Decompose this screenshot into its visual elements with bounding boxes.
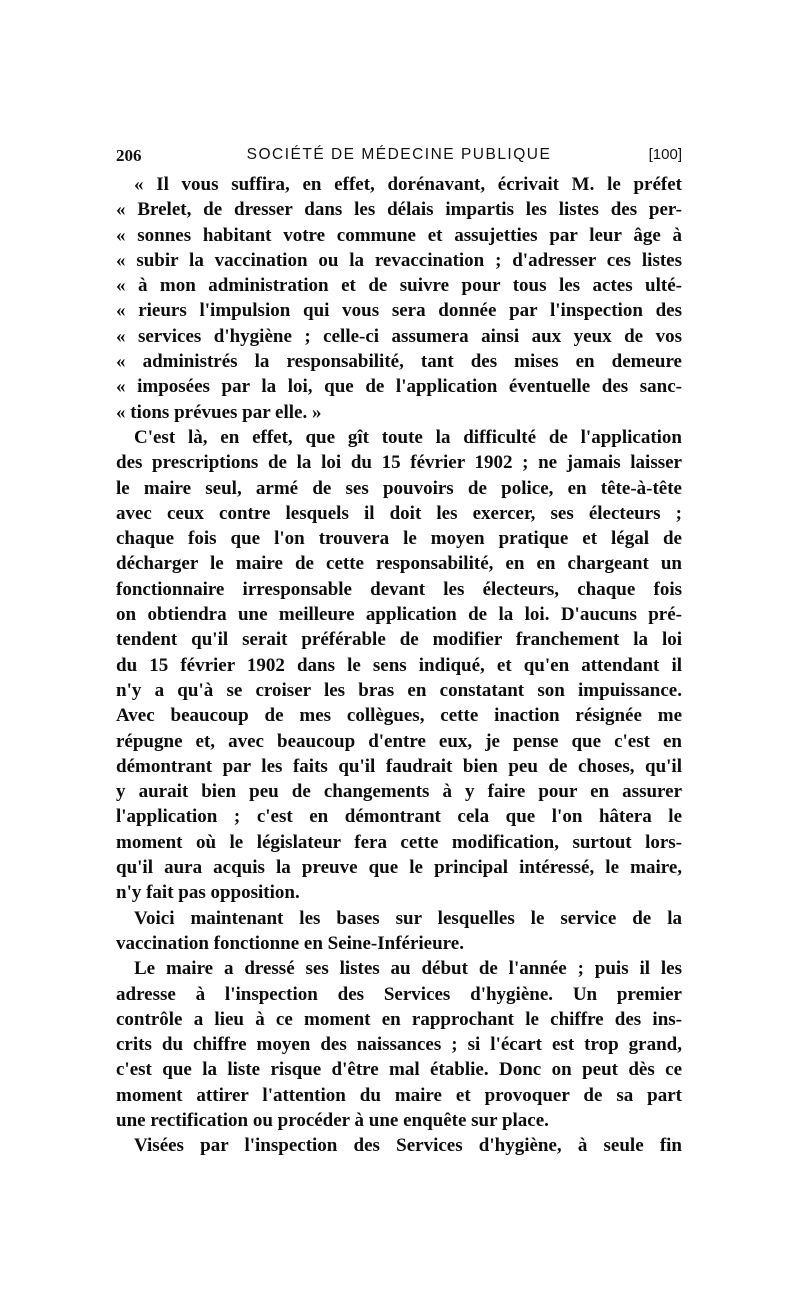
text-line: « services d'hygiène ; celle-ci assumera ainsi aux yeux de vos: [116, 325, 682, 347]
text-line: vaccination fonctionne en Seine-Inférieure.: [116, 932, 464, 954]
text-line: « tions prévues par elle. »: [116, 401, 322, 423]
text-line: fonctionnaire irresponsable devant les électeurs, chaque fois: [116, 578, 682, 600]
text-line: le maire seul, armé de ses pouvoirs de police, en tête-à-tête: [116, 477, 682, 499]
text-line: qu'il aura acquis la preuve que le principal intéressé, le maire,: [116, 857, 682, 879]
body-text: [116, 172, 682, 1159]
text-line: moment attirer l'attention du maire et provoquer de sa part: [116, 1084, 682, 1106]
text-line: c'est que la liste risque d'être mal établie. Donc on peut dès ce: [116, 1059, 682, 1081]
paragraph: [116, 956, 682, 1133]
text-line: contrôle a lieu à ce moment en rapprochant le chiffre des ins-: [116, 1008, 682, 1030]
text-line: « administrés la responsabilité, tant des mises en demeure: [116, 351, 682, 373]
text-line: n'y a qu'à se croiser les bras en constatant son impuissance.: [116, 679, 682, 701]
paragraph: [116, 1133, 682, 1158]
text-line: Visées par l'inspection des Services d'hygiène, à seule fin: [134, 1135, 682, 1157]
text-line: « subir la vaccination ou la revaccination ; d'adresser ces listes: [116, 249, 682, 271]
running-title: SOCIÉTÉ DE MÉDECINE PUBLIQUE: [246, 146, 552, 163]
text-line: tendent qu'il serait préférable de modifier franchement la loi: [116, 629, 682, 651]
text-line: des prescriptions de la loi du 15 février 1902 ; ne jamais laisser: [116, 452, 682, 474]
text-line: moment où le législateur fera cette modification, surtout lors-: [116, 831, 682, 853]
text-line: « sonnes habitant votre commune et assujetties par leur âge à: [116, 224, 682, 246]
text-line: chaque fois que l'on trouvera le moyen pratique et légal de: [116, 528, 682, 550]
text-line: Voici maintenant les bases sur lesquelles le service de la: [134, 907, 682, 929]
text-line: « imposées par la loi, que de l'application éventuelle des sanc-: [116, 376, 682, 398]
text-line: « rieurs l'impulsion qui vous sera donnée par l'inspection des: [116, 300, 682, 322]
text-line: « Brelet, de dresser dans les délais impartis les listes des per-: [116, 199, 682, 221]
paragraph: [116, 425, 682, 906]
text-line: Le maire a dressé ses listes au début de l'année ; puis il les: [134, 958, 682, 980]
text-line: y aurait bien peu de changements à y faire pour en assurer: [116, 781, 682, 803]
text-line: crits du chiffre moyen des naissances ; si l'écart est trop grand,: [116, 1034, 682, 1056]
text-line: décharger le maire de cette responsabilité, en en chargeant un: [116, 553, 682, 575]
text-line: « à mon administration et de suivre pour tous les actes ulté-: [116, 275, 682, 297]
text-line: n'y fait pas opposition.: [116, 882, 300, 904]
text-line: avec ceux contre lesquels il doit les exercer, ses électeurs ;: [116, 502, 682, 524]
text-line: adresse à l'inspection des Services d'hygiène. Un premier: [116, 983, 682, 1005]
text-line: répugne et, avec beaucoup d'entre eux, je pense que c'est en: [116, 730, 682, 752]
text-line: C'est là, en effet, que gît toute la difficulté de l'application: [134, 426, 682, 448]
text-line: Avec beaucoup de mes collègues, cette inaction résignée me: [116, 705, 682, 727]
text-line: une rectification ou procéder à une enquête sur place.: [116, 1109, 549, 1131]
page-number: 206: [116, 146, 142, 165]
text-line: « Il vous suffira, en effet, dorénavant, écrivait M. le préfet: [134, 174, 682, 195]
running-header: [116, 146, 682, 170]
text-line: l'application ; c'est en démontrant cela que l'on hâtera le: [116, 806, 682, 828]
text-line: on obtiendra une meilleure application de la loi. D'aucuns pré-: [116, 604, 682, 626]
paragraph: [116, 172, 682, 425]
text-line: démontrant par les faits qu'il faudrait bien peu de choses, qu'il: [116, 755, 682, 777]
text-line: du 15 février 1902 dans le sens indiqué, et qu'en attendant il: [116, 654, 682, 676]
section-number: [100]: [648, 146, 682, 163]
paragraph: [116, 906, 682, 957]
